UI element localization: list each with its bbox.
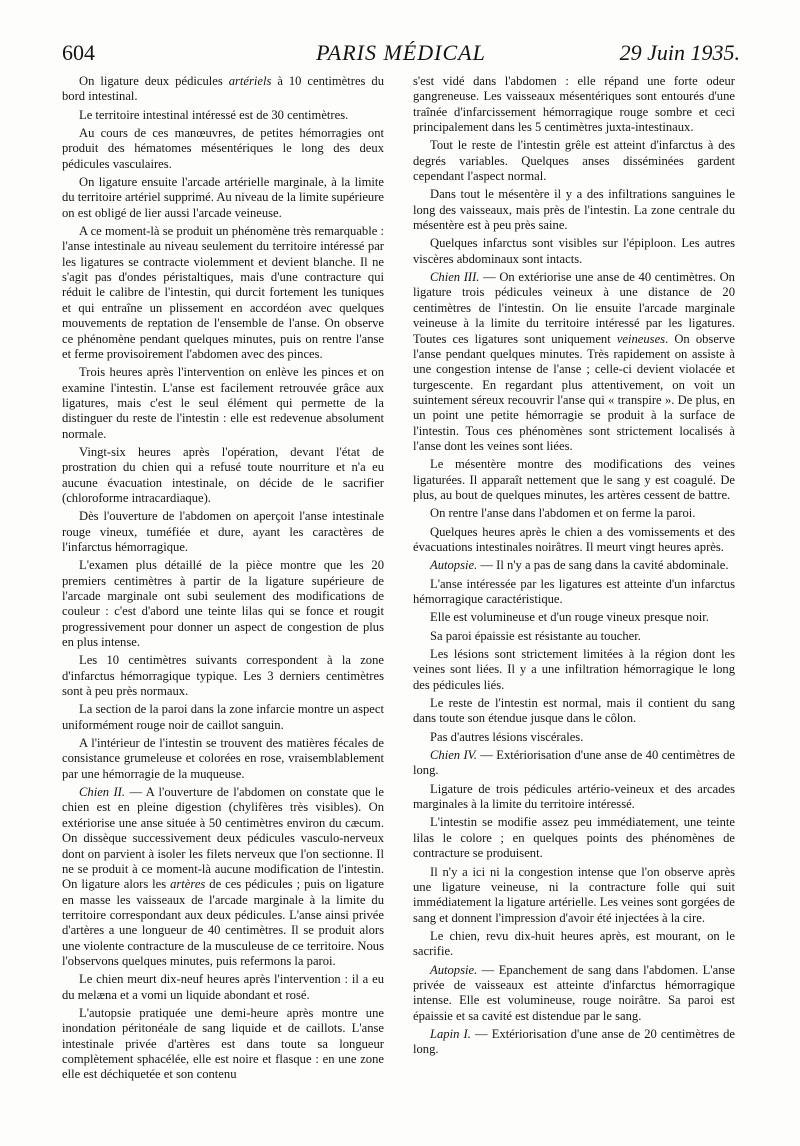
paragraph-chien-ii: Chien II. — A l'ouverture de l'abdomen on constate que le chien est en pleine digestion (chylifères très visibles). On extériorise une anse située à 50 centimètres environ du cæcum. On dissèque successivement deux pédicules vasculo-nerveux dont on parvient à isoler les filets nerveux que l'on sectionne. Il ne se produit à ce moment-là aucune modification de l'intestin. On ligature alors les artères de ces pédicules ; puis on ligature en masse les vaisseaux de l'arcade marginale à la limite du territoire correspondant aux deux pédicules. L'anse ainsi privée d'artères a une longueur de 40 centimètres. Il se produit alors une violente contracture de la musculeuse de ce territoire. Nous l'observons quelques minutes, puis refermons la paroi. — [62, 785, 385, 968]
paragraph-continued: s'est vidé dans l'abdomen : elle répand une forte odeur gangreneuse. Les vaisseaux mésentériques sont entourés d'une traînée d'infarcissement hémorragique rouge sombre et ceci principalement dans les 5 centimètres juxta-intestinaux. — [413, 74, 735, 135]
paragraph: Elle est volumineuse et d'un rouge vineux presque noir. — [430, 610, 709, 625]
paragraph: Il n'y a ici ni la congestion intense que l'on observe après une ligature veineuse, ni la contracture folle qui suit immédiatement la ligature artérielle. Les veines sont gorgées de sang et donnent l'impression d'avoir été injectées à la cire. — [413, 864, 735, 925]
paragraph-autopsie: Autopsie. — Epanchement de sang dans l'abdomen. L'anse privée de vaisseaux est atteinte d'infarctus hémorragique intense. Elle est volumineuse, rouge noirâtre. Sa paroi est épaissie et sa cavité est distendue par le sang. — [413, 962, 735, 1023]
paragraph: L'anse intéressée par les ligatures est atteinte d'un infarctus hémorragique caractéristique. — [413, 576, 735, 606]
paragraph: On ligature deux pédicules artériels à 10 centimètres du bord intestinal. — [62, 74, 384, 104]
paragraph: Pas d'autres lésions viscérales. — [430, 729, 584, 744]
paragraph: Vingt-six heures après l'opération, devant l'état de prostration du chien qui a refusé toute nourriture et n'a eu aucune évacuation intestinale, on décide de le sacrifier (chloroforme intracardiaque). — [62, 444, 384, 505]
paragraph: On rentre l'anse dans l'abdomen et on ferme la paroi. — [430, 506, 696, 521]
paragraph-chien-iii: Chien III. — On extériorise une anse de 40 centimètres. On ligature trois pédicules veineux à une distance de 20 centimètres de l'intestin. On lie ensuite l'arcade marginale veineuse à la limite du territoire intéressé par les ligatures. Toutes ces ligatures sont uniquement veineuses. On observe l'anse pendant quelques minutes. Très rapidement on assiste à une congestion intense de l'anse ; celle-ci devient violacée et turgescente. En regardant plus attentivement, on voit un suintement séreux recouvrir l'anse qui « transpire ». De plus, en un point une petite hémorragie se produit à la surface de l'intestin. Tous ces phénomènes sont strictement localisés à l'anse dont les veines sont liées. — [413, 270, 735, 453]
page-header — [62, 40, 740, 70]
paragraph: Le chien, revu dix-huit heures après, est mourant, on le sacrifie. — [413, 928, 735, 959]
paragraph: Quelques heures après le chien a des vomissements et des évacuations intestinales noirâtres. Il meurt vingt heures après. — [413, 524, 735, 554]
paragraph-chien-iv: Chien IV. — Extériorisation d'une anse de 40 centimètres de long. — [413, 748, 735, 778]
page-number: 604 — [62, 40, 95, 65]
paragraph: Dans tout le mésentère il y a des infiltrations sanguines le long des vaisseaux, mais près de l'intestin. La zone centrale du mésentère est à peu près saine. — [413, 187, 735, 233]
right-column — [413, 74, 735, 1061]
paragraph: Le reste de l'intestin est normal, mais il contient du sang dans toute son étendue jusque dans le côlon. — [413, 696, 735, 726]
paragraph: Dès l'ouverture de l'abdomen on aperçoit l'anse intestinale rouge vineux, tuméfiée et dure, ayant les caractères de l'infarctus hémorragique. — [62, 509, 384, 554]
paragraph: Trois heures après l'intervention on enlève les pinces et on examine l'intestin. L'anse est facilement retrouvée grâce aux ligatures, mais c'est le seul élément qui permette de la distinguer du reste de l'intestin : elle est redevenue absolument normale. — [62, 365, 384, 441]
paragraph: Ligature de trois pédicules artério-veineux et des arcades marginales à la limite du territoire intéressé. — [413, 781, 735, 812]
paragraph: A l'intérieur de l'intestin se trouvent des matières fécales de consistance grumeleuse et colorées en rose, vraisemblablement par une hémorragie de la muqueuse. — [62, 736, 384, 781]
paragraph: La section de la paroi dans la zone infarcie montre un aspect uniformément rouge noir de caillot sanguin. — [62, 702, 384, 732]
issue-date: 29 Juin 1935. — [619, 40, 740, 65]
paragraph: Quelques infarctus sont visibles sur l'épiploon. Les autres viscères abdominaux sont intacts. — [413, 236, 735, 266]
paragraph: L'intestin se modifie assez peu immédiatement, une teinte lilas le colore ; en quelques points des phénomènes de contracture se produisent. — [413, 815, 735, 861]
paragraph: Les lésions sont strictement limitées à la région dont les veines sont liées. Il y a une infiltration hémorragique le long des pédicules liés. — [413, 647, 735, 692]
paragraph-autopsie: Autopsie. — Il n'y a pas de sang dans la cavité abdominale. — [430, 558, 729, 573]
paragraph: A ce moment-là se produit un phénomène très remarquable : l'anse intestinale au niveau seulement du territoire intéressé par les ligatures se contracte violemment et devient blanche. Il ne s'agit pas d'ondes péristaltiques, mais d'une contracture qui réduit le calibre de l'intestin, qui durcit fortement les tuniques et qui entraîne un plissement en accordéon avec quelques mouvements de reptation de l'ensemble de l'anse. On observe ce phénomène pendant quelques minutes, puis on rentre l'anse et ferme provisoirement l'abdomen avec des pinces. — [62, 224, 384, 361]
paragraph: Sa paroi épaissie est résistante au toucher. — [430, 628, 641, 643]
paragraph: Le chien meurt dix-neuf heures après l'intervention : il a eu du melæna et a vomi un liquide abondant et rosé. — [62, 972, 384, 1002]
paragraph: L'autopsie pratiquée une demi-heure après montre une inondation péritonéale de sang liquide et de caillots. L'anse intestinale privée d'artères est dans toute sa longueur complètement sphacélée, elle est noire et flasque : en une zone elle est déchiquetée et son contenu — [62, 1005, 384, 1082]
paragraph: Au cours de ces manœuvres, de petites hémorragies ont produit des hématomes mésentériques le long des deux pédicules vasculaires. — [62, 126, 384, 171]
paragraph: Tout le reste de l'intestin grêle est atteint d'infarctus à des degrés variables. Quelques anses disséminées gardent cependant l'aspect normal. — [413, 138, 735, 184]
paragraph-lapin-i: Lapin I. — Extériorisation d'une anse de 20 centimètres de long. — [413, 1026, 735, 1057]
running-title: PARIS MÉDICAL — [316, 40, 486, 65]
paragraph: On ligature ensuite l'arcade artérielle marginale, à la limite du territoire artériel supprimé. Au niveau de la limite supérieure on est obligé de lier aussi l'arcade veineuse. — [62, 175, 384, 220]
paragraph: L'examen plus détaillé de la pièce montre que les 20 premiers centimètres à partir de la ligature supérieure de l'arcade marginale ont subi seulement des modifications de couleur : c'est d'abord une teinte lilas qui se fonce et rougit progressivement pour donner un aspect de congestion de plus en plus intense. — [62, 558, 384, 650]
paragraph: Le territoire intestinal intéressé est de 30 centimètres. — [79, 107, 349, 122]
paragraph: Le mésentère montre des modifications des veines ligaturées. Il apparaît nettement que le sang y est coagulé. De plus, au bout de quelques minutes, les artères cessent de battre. — [413, 457, 735, 502]
paragraph: Les 10 centimètres suivants correspondent à la zone d'infarctus hémorragique typique. Les 3 derniers centimètres sont à peu près normaux. — [62, 653, 384, 699]
left-column — [62, 74, 384, 1086]
